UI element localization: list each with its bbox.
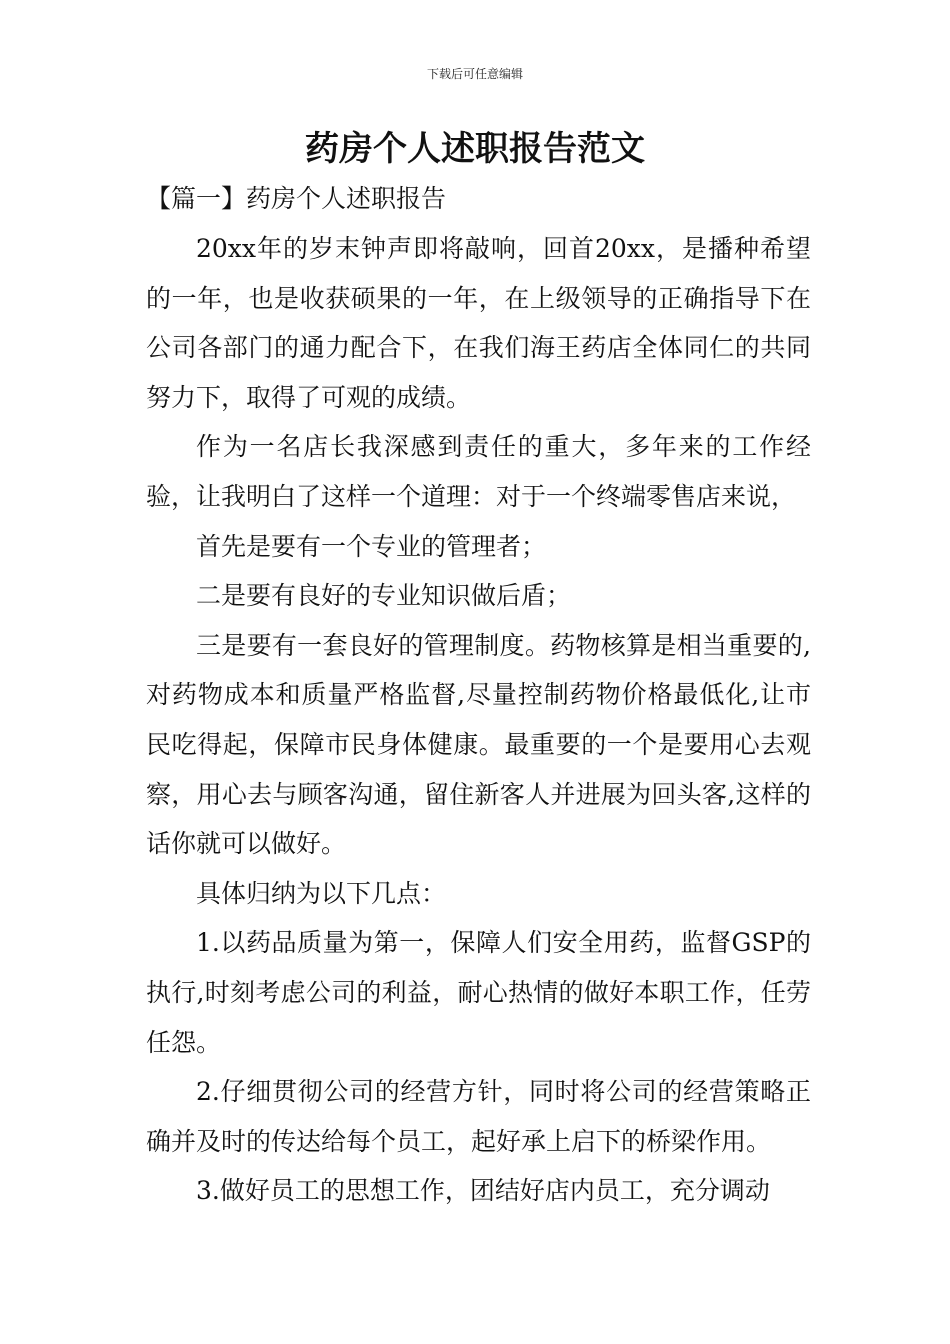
paragraph: 首先是要有一个专业的管理者； <box>196 531 547 561</box>
header-note: 下载后可任意编辑 <box>426 67 523 81</box>
paragraph: 20xx年的岁末钟声即将敲响，回首20xx，是播种希望的一年，也是收获硕果的一年，在上级领导的正确指导下在公司各部门的通力配合下，在我们海王药店全体同仁的共同努力下，取得了可观的成绩。 <box>146 234 811 412</box>
paragraph: 1.以药品质量为第一，保障人们安全用药，监督GSP的执行,时刻考虑公司的利益，耐心热情的做好本职工作，任劳任怨。 <box>146 928 811 1057</box>
paragraph: 具体归纳为以下几点： <box>196 878 447 908</box>
paragraph: 二是要有良好的专业知识做后盾； <box>196 581 572 611</box>
paragraph: 3.做好员工的思想工作，团结好店内员工，充分调动 <box>196 1176 770 1206</box>
paragraph: 2.仔细贯彻公司的经营方针，同时将公司的经营策略正确并及时的传达给每个员工，起好承上启下的桥梁作用。 <box>146 1077 811 1156</box>
document-title: 药房个人述职报告范文 <box>305 129 645 169</box>
document-body <box>146 178 811 1216</box>
section-heading: 【篇一】药房个人述职报告 <box>146 184 447 213</box>
paragraph: 作为一名店长我深感到责任的重大，多年来的工作经验，让我明白了这样一个道理：对于一个终端零售店来说， <box>146 432 811 511</box>
paragraph: 三是要有一套良好的管理制度。药物核算是相当重要的,对药物成本和质量严格监督,尽量控制药物价格最低化,让市民吃得起，保障市民身体健康。最重要的一个是要用心去观察，用心去与顾客沟通，留住新客人并进展为回头客,这样的话你就可以做好。 <box>146 630 811 859</box>
